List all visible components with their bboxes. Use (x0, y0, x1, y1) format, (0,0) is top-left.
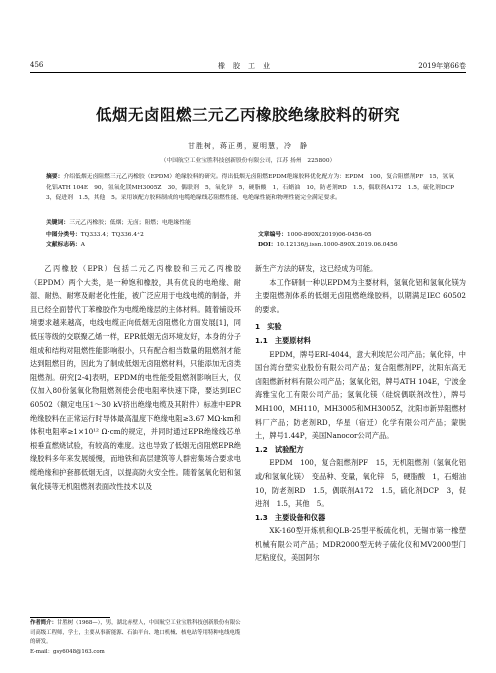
author-bio-text: 甘胜树（1968—），男，湖北赤壁人，中国航空工业宝胜科技创新股份有限公司高级工程师，学士，主要从事新能源、石油平台、地口机械、核电站等用特种电线电缆的研发。 (30, 620, 241, 646)
issue-info: 2019年第66卷 (418, 62, 466, 70)
abstract-label: 摘要： (46, 174, 64, 180)
clc-value: TQ333.4；TQ336.4⁺2 (80, 232, 144, 238)
article-number-value: 1000-890X(2019)06-0456-05 (287, 232, 372, 238)
author-footnote (30, 619, 241, 657)
keywords-label: 关键词： (46, 220, 70, 226)
running-header (30, 58, 466, 73)
subsection-heading-equipment: 1.3 主要设备和仪器 (255, 512, 326, 522)
abstract (46, 172, 460, 204)
intro-paragraph: 乙丙橡胶（EPR）包括二元乙丙橡胶和三元乙丙橡胶（EPDM）两个大类，是一种饱和橡胶，具有优良的电绝缘、耐湿、耐热、耐寒及耐老化性能，被广泛应用于电线电缆的制备，并且已经全面替代丁苯橡胶作为电缆绝缘层的主体材料。随着铺设环境要求越来越高，电线电缆正向低烟无卤阻燃化方面发展[1]，同低压等级的交联聚乙烯一样，EPR低烟无卤环境友好，本身的分子组成和结构对阻燃性能影响很小，只有配合相当数量的阻燃剂才能达到阻燃目的，因此为了制成低烟无卤阻燃材料，只能添加无卤类阻燃剂。研究[2-4]表明，EPDM的电性能受阻燃剂影响巨大，仅仅加入80份氢氧化物阻燃剂使会使电阻率快速下降，要达到IEC 60502（额定电压1～30 kV挤出绝缘电缆及其附件）标准中EPR绝缘胶料在正常运行时导体最高温度下绝缘电阻≥3.67 MΩ·km和体积电阻率≥1×10¹² Ω·cm的规定，并同时通过EPR绝缘线芯单根垂直燃烧试验，有较高的难度。这也导致了低烟无卤阻燃EPR绝缘胶料多年来发展缓慢，而地铁和高层建筑等人群密集场合要求电缆绝缘和护套都低烟无卤，以提高防火安全性。随着氢氧化铝和氢氧化镁等无机阻燃剂表面改性技术以及 (30, 264, 241, 491)
doi-label: DOI： (258, 242, 277, 248)
equipment-paragraph: XK-160型开炼机和QLB-25型平板硫化机，无锡市第一橡塑机械有限公司产品；MDR2000型无转子硫化仪和MV2000型门尼粘度仪，美国阿尔 (255, 526, 466, 563)
doi-value: 10.12136/j.issn.1000-890X.2019.06.0456 (276, 242, 398, 248)
keywords (46, 217, 454, 226)
materials-paragraph: EPDM，牌号ERI-4044，意大利埃尼公司产品；氧化锌，中国台湾台塑实业股份有限公司产品；复合阻燃剂PF，沈阳东高无卤阻燃新材料有限公司产品；氢氧化铝，牌号ATH 104E，宁波金海雅宝化工有限公司产品；氢氧化镁（硅烷偶联剂改性），牌号MH100，MH110，MH3005和MH3005Z，沈阳市新异阻燃材料厂产品；防老剂RD，华星（宿迁）化学有限公司产品；蒙脱土，牌号1.44P，美国Nanocor公司产品。 (255, 349, 466, 441)
section-heading-experiment: 1 实验 (255, 322, 282, 332)
page-number: 456 (30, 61, 44, 69)
subsection-heading-formula: 1.2 试验配方 (255, 444, 304, 454)
author-list: 甘胜树，蒋正勇，夏明慧，冷 静 (188, 142, 308, 150)
body-column-left (30, 262, 241, 493)
intro-paragraph-aim: 本工作研制一种以EPDM为主要材料，氢氧化铝和氢氧化镁为主要阻燃剂体系的低烟无卤阻燃绝缘胶料，以期满足IEC 60502的要求。 (255, 277, 466, 314)
formula-paragraph: EPDM 100，复合阻燃剂PF 15，无机阻燃剂（氢氧化铝或/和氢氧化镁） 变品种、变量，氧化锌 5，硬脂酸 1，石蜡油 10，防老剂RD 1.5，偶联剂A172 1.5，硫化剂DCP 3，促进剂 1.5，其他 5。 (255, 458, 474, 509)
abstract-text: 介绍低烟无卤阻燃三元乙丙橡胶（EPDM）绝缘胶料的研究。得出低烟无卤阻燃EPDM绝缘胶料优化配方为：EPDM 100，复合阻燃剂PF 15，氢氧化铝ATH 104E 90，氢氧化镁MH3005Z 30，偶联剂 5，氧化锌 5，硬脂酸 1，石蜡油 10，防老剂RD 1.5，偶联剂A172 1.5，硫化剂DCP 3，促进剂 1.5，其他 5。采用该配方胶料制成的电缆绝缘线芯阻燃性能、电绝缘性能和物理性能完全满足要求。 (46, 174, 460, 201)
clc-label: 中图分类号： (46, 232, 81, 238)
journal-name: 橡胶工业 (218, 62, 278, 70)
body-column-right (255, 262, 474, 565)
affiliation: （中国航空工业宝胜科技创新股份有限公司，江苏 扬州 225800） (160, 158, 336, 164)
doc-code-label: 文献标志码： (46, 242, 81, 248)
classification-right (258, 230, 398, 250)
paper-title: 低烟无卤阻燃三元乙丙橡胶绝缘胶料的研究 (95, 106, 400, 124)
intro-paragraph-cont: 新生产方法的研发，这已经成为可能。 (255, 264, 378, 273)
author-email: E-mail：gsy6048@163.com (30, 648, 105, 655)
classification-left (46, 230, 144, 250)
footnote-divider (30, 617, 110, 618)
article-number-label: 文章编号： (258, 232, 287, 238)
author-bio-label: 作者简介： (30, 620, 57, 626)
subsection-heading-materials: 1.1 主要原材料 (255, 335, 311, 345)
keywords-text: 三元乙丙橡胶；低烟；无卤；阻燃；电绝缘性能 (69, 220, 191, 226)
doc-code-value: A (80, 242, 85, 248)
